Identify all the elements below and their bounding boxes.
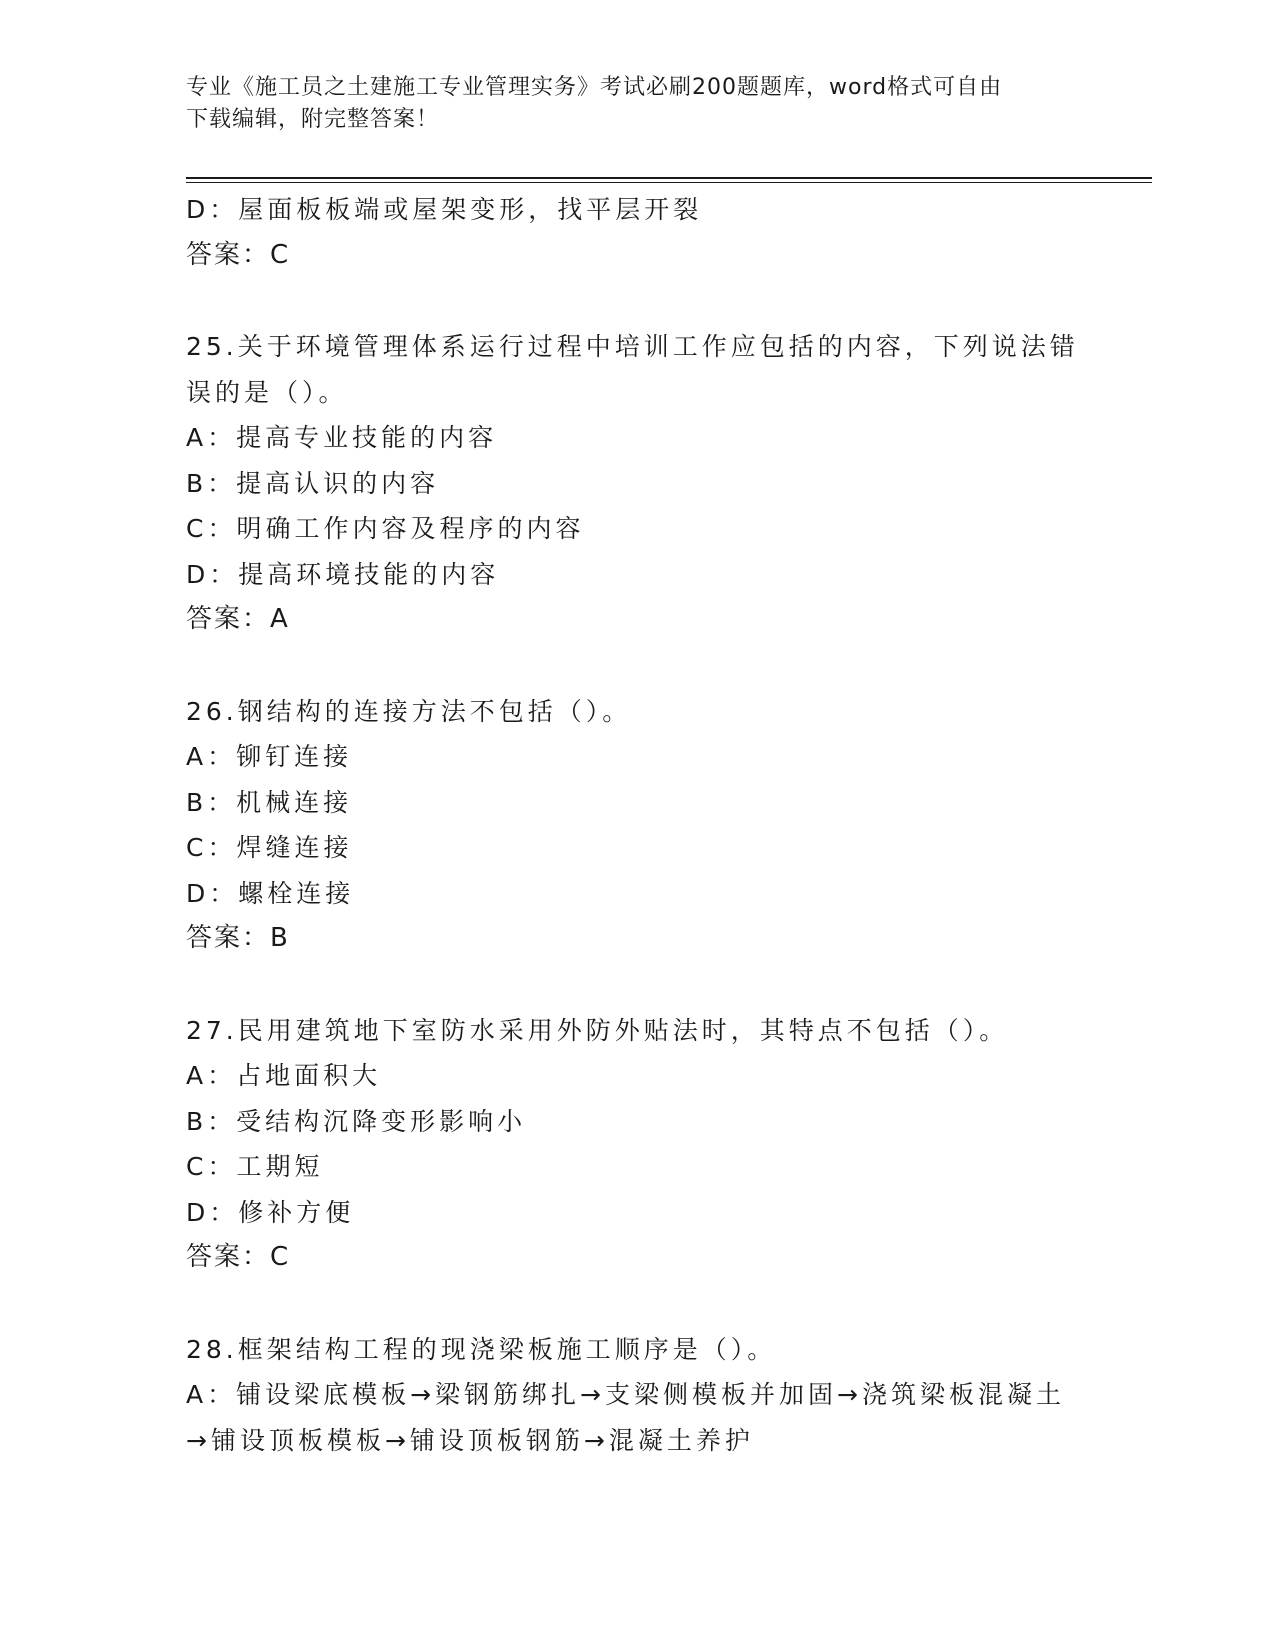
header-divider-thin — [186, 182, 1152, 183]
question-list — [186, 187, 1086, 1463]
previous-question-answer: 答案：C — [186, 239, 291, 270]
header-title-line-1: 专业《施工员之土建施工专业管理实务》考试必刷200题题库，word格式可自由 — [186, 75, 1003, 100]
question-stem-line-1: 25.关于环境管理体系运行过程中培训工作应包括的内容，下列说法错 — [186, 332, 1079, 361]
question-25 — [186, 324, 1086, 643]
option-d: D：提高环境技能的内容 — [186, 559, 500, 589]
spacer — [186, 962, 1086, 1008]
question-stem-line-1: 28.框架结构工程的现浇梁板施工顺序是（）。 — [186, 1334, 777, 1364]
option-a: A：铺设梁底模板→梁钢筋绑扎→支梁侧模板并加固→浇筑梁板混凝土 — [186, 1380, 1065, 1409]
question-stem-line-1: 26.钢结构的连接方法不包括（）。 — [186, 696, 632, 726]
option-a: A：占地面积大 — [186, 1061, 382, 1090]
spacer — [186, 1281, 1086, 1327]
option-a-continued: →铺设顶板模板→铺设顶板钢筋→混凝土养护 — [186, 1425, 754, 1455]
option-a: A：铆钉连接 — [186, 742, 353, 771]
question-27 — [186, 1008, 1086, 1281]
question-answer: 答案：B — [186, 923, 290, 953]
page-header — [186, 72, 1086, 136]
header-divider-thick — [186, 177, 1152, 179]
previous-question-option-d: D：屋面板板端或屋架变形，找平层开裂 — [186, 195, 703, 224]
option-b: B：提高认识的内容 — [186, 468, 440, 498]
question-26 — [186, 689, 1086, 962]
option-b: B：受结构沉降变形影响小 — [186, 1106, 527, 1136]
option-c: C：明确工作内容及程序的内容 — [186, 514, 585, 543]
question-28 — [186, 1327, 1086, 1464]
question-answer: 答案：C — [186, 1242, 291, 1272]
spacer — [186, 643, 1086, 689]
option-b: B：机械连接 — [186, 787, 353, 817]
question-answer: 答案：A — [186, 604, 290, 634]
option-c: C：焊缝连接 — [186, 833, 353, 862]
option-c: C：工期短 — [186, 1152, 324, 1181]
option-d: D：螺栓连接 — [186, 878, 355, 908]
question-stem-line-2: 误的是（）。 — [186, 377, 348, 407]
header-title-line-2: 下载编辑，附完整答案！ — [186, 107, 440, 132]
question-stem-line-1: 27.民用建筑地下室防水采用外防外贴法时，其特点不包括（）。 — [186, 1015, 1009, 1045]
spacer — [186, 278, 1086, 324]
option-d: D：修补方便 — [186, 1197, 355, 1227]
option-a: A：提高专业技能的内容 — [186, 423, 498, 452]
